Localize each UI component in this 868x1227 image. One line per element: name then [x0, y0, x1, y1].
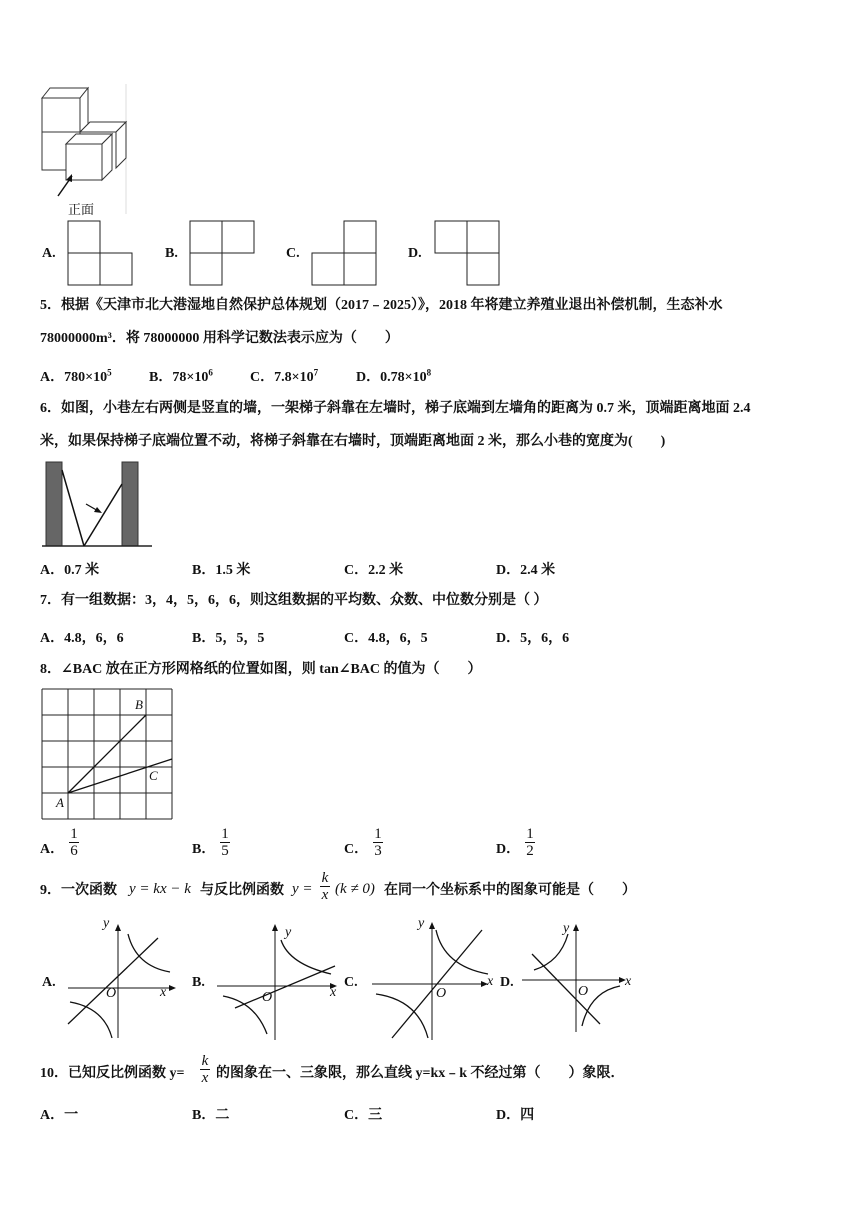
q6-text-line2: 米，如果保持梯子底端位置不动，将梯子斜靠在右墙时，顶端距离地面 2 米，那么小巷的宽度为( ) — [40, 434, 666, 449]
q10-suffix: 的图象在一、三象限，那么直线 y=kx﹣k 不经过第（ ）象限． — [216, 1066, 625, 1081]
q9-c-y-label: y — [418, 916, 425, 931]
q5-option-b: B．$78\times 10^6$ — [149, 367, 213, 385]
q10-option-a: A．一 — [40, 1108, 79, 1123]
q5-option-c: C．$7.8\times 10^7$ — [250, 367, 319, 385]
q8-option-c-fraction: 1 3 — [374, 826, 382, 859]
q10-prefix: 10．已知反比例函数 y= — [40, 1066, 185, 1081]
q5-option-d: D．$0.78\times 10^8$ — [356, 367, 432, 385]
q9-linear-function: y = kx − k — [129, 881, 191, 897]
q6-option-b: B．1.5 米 — [192, 563, 251, 578]
q9-option-a-label: A. — [42, 975, 56, 990]
q8-option-d-fraction: 1 2 — [526, 826, 534, 859]
q7-option-d: D．5，6，6 — [496, 631, 570, 646]
q6-text-line1: 6．如图，小巷左右两侧是竖直的墙，一架梯子斜靠在左墙时，梯子底端到左墙角的距离为 0.7 米，顶端距离地面 2.4 — [40, 401, 751, 416]
q10-option-c: C．三 — [344, 1108, 383, 1123]
point-a-label: A — [56, 795, 64, 810]
q4-option-b-figure — [189, 220, 259, 290]
q9-option-b-label: B. — [192, 975, 205, 990]
q5-text-line1: 5．根据《天津市北大港湿地自然保护总体规划（2017﹣2025）》，2018 年将建立养殖业退出补偿机制，生态补水 — [40, 298, 723, 313]
q9-prefix: 9．一次函数 — [40, 883, 117, 898]
q8-option-b-label: B． — [192, 842, 216, 857]
alley-ladder-figure — [42, 460, 154, 550]
q5-option-a: A．$780\times 10^5$ — [40, 367, 112, 385]
q7-option-a: A．4.8，6，6 — [40, 631, 124, 646]
q4-option-d-figure — [434, 220, 504, 290]
q9-option-c-label: C. — [344, 975, 358, 990]
q5-text-line2: 78000000m³．将 78000000 用科学记数法表示应为（ ） — [40, 331, 399, 346]
q6-option-d: D．2.4 米 — [496, 563, 556, 578]
q9-option-b-graph — [215, 922, 340, 1042]
q4-option-c-figure — [311, 220, 381, 290]
q9-inverse-lhs: y = — [292, 881, 313, 897]
q8-text-line1: 8．∠BAC 放在正方形网格纸的位置如图，则 tan∠BAC 的值为（ ） — [40, 662, 482, 677]
q9-d-x-label: x — [625, 974, 632, 989]
q10-fraction: k x — [201, 1053, 209, 1086]
q9-a-x-label: x — [160, 985, 167, 1000]
q9-option-d-label: D. — [500, 975, 514, 990]
q8-option-d-label: D． — [496, 842, 521, 857]
q4-option-c-label: C. — [286, 246, 300, 261]
q9-option-c-graph — [370, 920, 495, 1042]
q9-b-origin-label: O — [262, 990, 273, 1005]
q7-option-b: B．5，5，5 — [192, 631, 265, 646]
point-c-label: C — [149, 768, 158, 783]
q9-mid-text: 与反比例函数 — [200, 883, 284, 898]
q7-text-line1: 7．有一组数据：3，4，5，6，6，则这组数据的平均数、众数、中位数分别是（ ） — [40, 593, 548, 608]
q9-inverse-fraction: k x — [321, 870, 329, 903]
q9-b-x-label: x — [330, 985, 337, 1000]
q9-a-y-label: y — [103, 916, 110, 931]
q8-option-a-label: A． — [40, 842, 65, 857]
q8-option-c-label: C． — [344, 842, 369, 857]
q8-option-a-fraction: 1 6 — [70, 826, 78, 859]
q9-c-origin-label: O — [436, 986, 447, 1001]
q10-option-d: D．四 — [496, 1108, 535, 1123]
q9-suffix: 在同一个坐标系中的图象可能是（ ） — [384, 883, 636, 898]
q4-option-b-label: B. — [165, 246, 178, 261]
q4-option-d-label: D. — [408, 246, 422, 261]
q9-d-origin-label: O — [578, 984, 589, 999]
front-view-label: 正面 — [68, 203, 95, 218]
q8-option-b-fraction: 1 5 — [221, 826, 229, 859]
q9-a-origin-label: O — [106, 986, 117, 1001]
q10-option-b: B．二 — [192, 1108, 230, 1123]
q6-option-c: C．2.2 米 — [344, 563, 404, 578]
q9-b-y-label: y — [285, 925, 292, 940]
q9-option-a-graph — [66, 920, 181, 1040]
q4-option-a-label: A. — [42, 246, 56, 261]
q7-option-c: C．4.8，6，5 — [344, 631, 428, 646]
q9-inverse-condition: (k ≠ 0) — [335, 881, 375, 897]
point-b-label: B — [135, 697, 143, 712]
q4-option-a-figure — [67, 220, 137, 290]
q6-option-a: A．0.7 米 — [40, 563, 100, 578]
q9-option-d-graph — [520, 922, 638, 1034]
q9-c-x-label: x — [487, 974, 494, 989]
q9-d-y-label: y — [563, 921, 570, 936]
